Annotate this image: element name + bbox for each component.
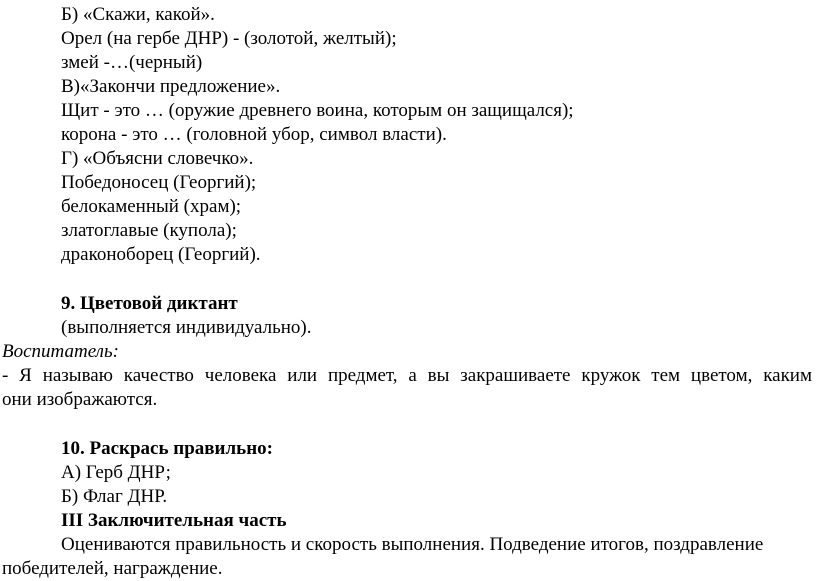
final-part-text-line-2: победителей, награждение. [2,558,223,579]
section-v-line-1: Щит - это … (оружие древнего воина, которым он защищался); [61,100,574,121]
speaker-label: Воспитатель: [2,341,119,362]
task-9-text-line-2: они изображаются. [2,389,158,410]
task-9-title: 9. Цветовой диктант [61,293,238,314]
section-g-item: драконоборец (Георгий). [61,244,261,265]
task-9-note: (выполняется индивидуально). [61,317,312,338]
final-part-title: III Заключительная часть [61,510,287,531]
section-v-heading: В)«Закончи предложение». [61,76,281,97]
section-v-line-2: корона - это … (головной убор, символ власти). [61,124,447,145]
section-b-line-1: Орел (на гербе ДНР) - (золотой, желтый); [61,28,397,49]
final-part-text-line-1: Оцениваются правильность и скорость выполнения. Подведение итогов, поздравление [61,534,764,555]
section-g-item: Победоносец (Георгий); [61,172,257,193]
task-10-item-b: Б) Флаг ДНР. [61,486,168,507]
task-9-text-line-1: - Я называю качество человека или предмет, а вы закрашиваете кружок тем цветом, каким [2,365,812,386]
section-b-line-2: змей -…(черный) [61,52,203,73]
section-g-heading: Г) «Объясни словечко». [61,148,254,169]
task-10-title: 10. Раскрась правильно: [61,438,273,459]
section-g-item: златоглавые (купола); [61,220,237,241]
task-10-item-a: А) Герб ДНР; [61,462,171,483]
section-g-item: белокаменный (храм); [61,196,242,217]
section-b-heading: Б) «Скажи, какой». [61,4,215,25]
